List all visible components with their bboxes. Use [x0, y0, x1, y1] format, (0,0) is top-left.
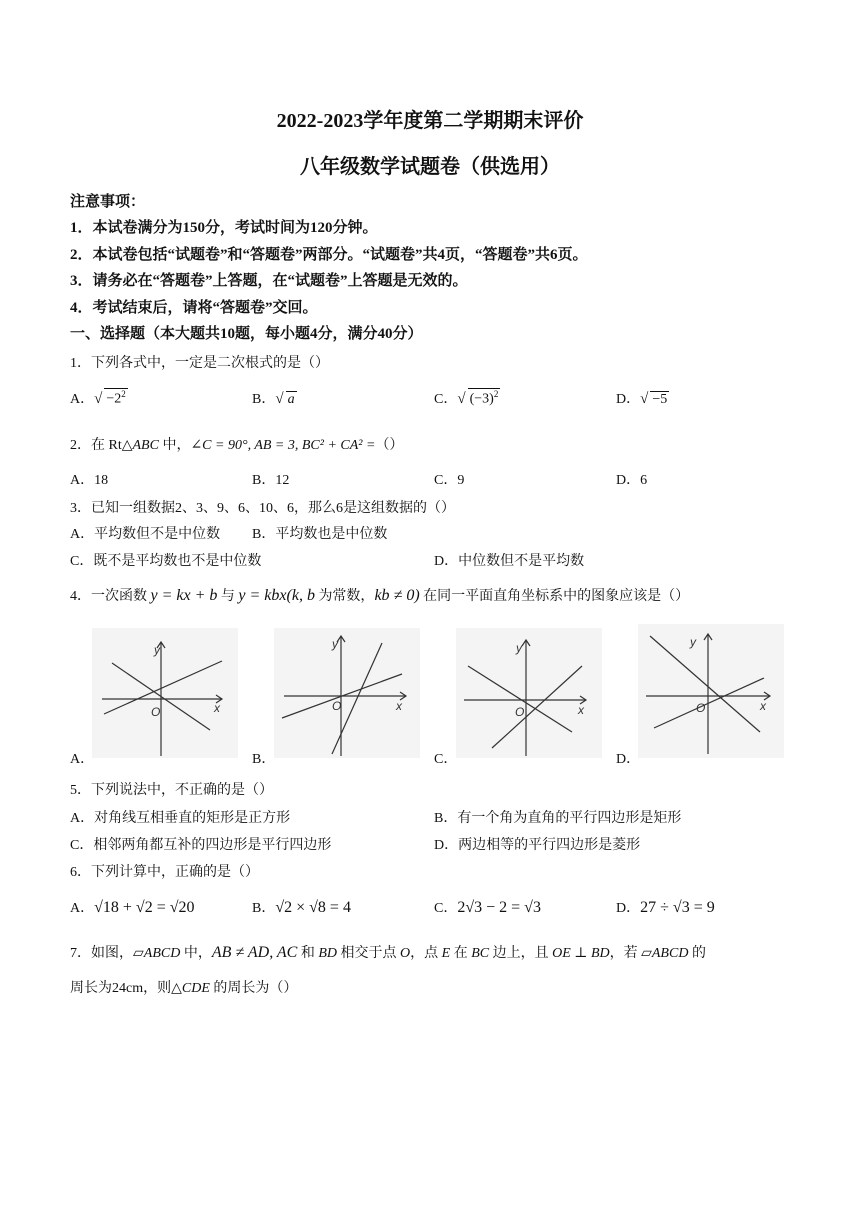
- q4-option-a: A．: [70, 752, 95, 767]
- q2-option-c: C．9: [434, 473, 465, 488]
- q5-option-c: C．相邻两角都互补的四边形是平行四边形: [70, 838, 332, 853]
- q2-option-b: B．12: [252, 473, 290, 488]
- q4-option-c: C．: [434, 752, 458, 767]
- q1-stem: 1．下列各式中，一定是二次根式的是（）: [70, 356, 329, 371]
- q2-option-a: A．18: [70, 473, 109, 488]
- exam-title: 2022-2023学年度第二学期期末评价: [276, 110, 584, 132]
- q2-option-d: D．6: [616, 473, 648, 488]
- q6-option-d: D．27 ÷ √3 = 9: [616, 899, 715, 916]
- q7-line-1: 7．如图，▱ABCD 中，AB ≠ AD, AC 和 BD 相交于点 O，点 E 在 BC 边上，且 OE ⊥ BD，若 ▱ABCD 的: [70, 944, 706, 961]
- svg-text:x: x: [578, 703, 584, 717]
- svg-text:O: O: [332, 699, 342, 713]
- q3-option-d: D．中位数但不是平均数: [434, 554, 585, 569]
- section-heading: 一、选择题（本大题共10题，每小题4分，满分40分）: [70, 326, 423, 342]
- svg-text:y: y: [516, 641, 522, 655]
- q4-graph-b: [274, 628, 420, 758]
- q4-stem: 4．一次函数 y = kx + b 与 y = kbx(k, b 为常数，kb ≠ 0) 在同一平面直角坐标系中的图象应该是（）: [70, 587, 690, 604]
- notice-item-3: 3．请务必在“答题卷”上答题，在“试题卷”上答题是无效的。: [70, 273, 468, 289]
- q5-stem: 5．下列说法中，不正确的是（）: [70, 783, 273, 798]
- q1-option-b: B．√ a: [252, 391, 295, 407]
- q6-option-c: C．2√3 − 2 = √3: [434, 899, 541, 916]
- q4-graph-d: [638, 624, 784, 758]
- q6-option-a: A．√18 + √2 = √20: [70, 899, 195, 916]
- q1-option-c: C．√ $(-3)^2$: [434, 389, 499, 407]
- q6-stem: 6．下列计算中，正确的是（）: [70, 865, 259, 880]
- notice-item-1: 1．本试卷满分为150分，考试时间为120分钟。: [70, 220, 378, 236]
- q1-option-a: A．√ $-2^2$: [70, 389, 126, 407]
- q3-stem: 3．已知一组数据2、3、9、6、10、6，那么6是这组数据的（）: [70, 501, 455, 516]
- exam-subtitle: 八年级数学试题卷（供选用）: [300, 156, 560, 178]
- q5-option-b: B．有一个角为直角的平行四边形是矩形: [434, 811, 682, 826]
- q5-option-a: A．对角线互相垂直的矩形是正方形: [70, 811, 291, 826]
- q7-line-2: 周长为24cm，则△CDE 的周长为（）: [70, 981, 298, 996]
- svg-text:x: x: [760, 699, 766, 713]
- q3-option-b: B．平均数也是中位数: [252, 527, 388, 542]
- q5-option-d: D．两边相等的平行四边形是菱形: [434, 838, 641, 853]
- q4-graph-a: [92, 628, 238, 758]
- svg-text:x: x: [214, 701, 220, 715]
- svg-text:y: y: [154, 643, 160, 657]
- q1-option-d: D．√ −5: [616, 391, 668, 407]
- svg-text:y: y: [332, 637, 338, 651]
- q3-option-a: A．平均数但不是中位数: [70, 527, 221, 542]
- svg-text:O: O: [515, 705, 525, 719]
- q4-option-b: B．: [252, 752, 276, 767]
- q1-a-radicand: $-2^2$: [106, 389, 126, 407]
- notice-heading: 注意事项：: [70, 194, 146, 210]
- notice-item-4: 4．考试结束后，请将“答题卷”交回。: [70, 300, 318, 316]
- svg-text:O: O: [151, 705, 161, 719]
- svg-text:x: x: [396, 699, 402, 713]
- q4-option-d: D．: [616, 752, 641, 767]
- q4-graph-c: [456, 628, 602, 758]
- q2-stem: 2．在 Rt△ABC 中，∠C = 90°, AB = 3, BC² + CA² =（）: [70, 438, 404, 453]
- notice-item-2: 2．本试卷包括“试题卷”和“答题卷”两部分。“试题卷”共4页，“答题卷”共6页。: [70, 247, 588, 263]
- q6-option-b: B．√2 × √8 = 4: [252, 899, 351, 916]
- svg-text:y: y: [690, 635, 696, 649]
- svg-text:O: O: [696, 701, 706, 715]
- q3-option-c: C．既不是平均数也不是中位数: [70, 554, 262, 569]
